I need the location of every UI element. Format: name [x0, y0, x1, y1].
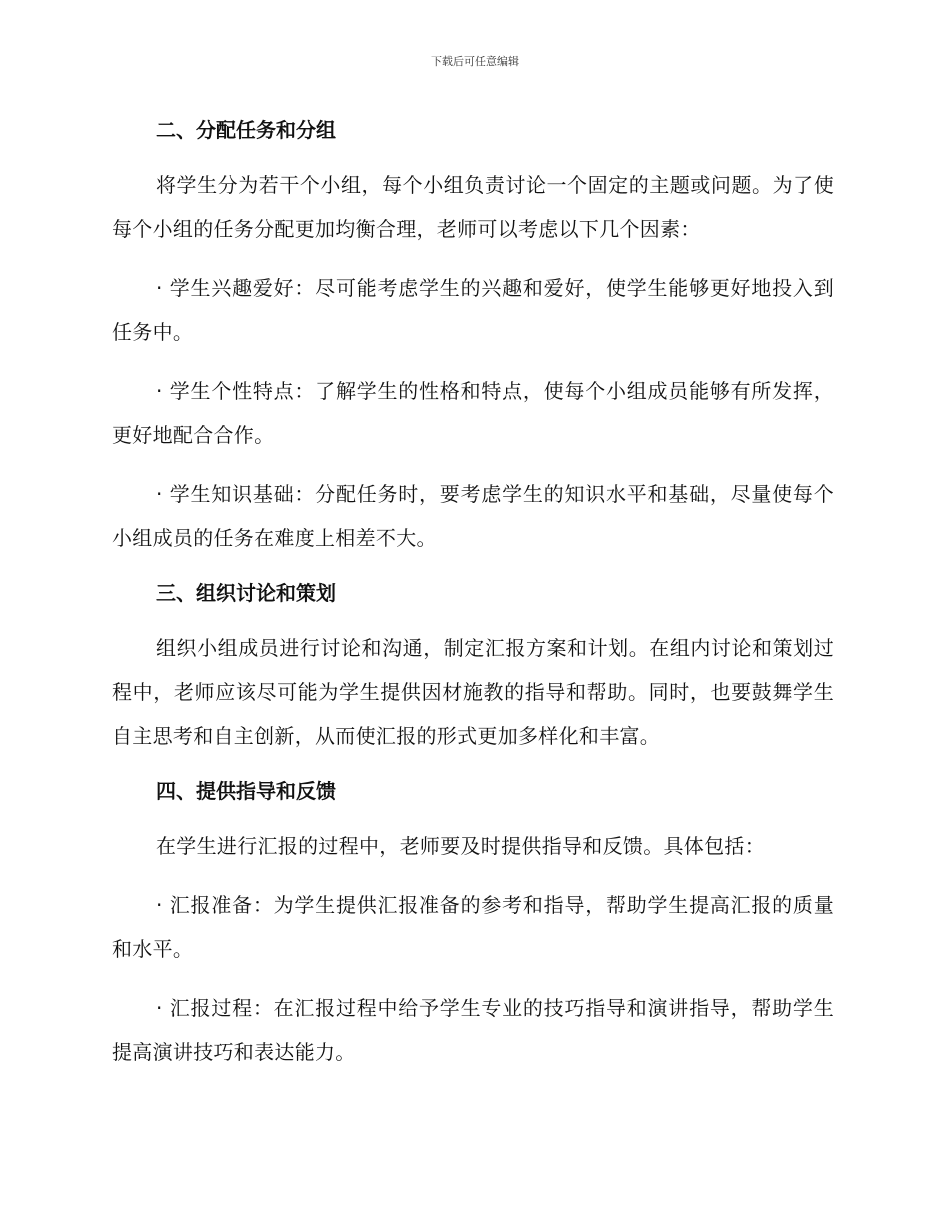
bullet-student-personality: · 学生个性特点：了解学生的性格和特点，使每个小组成员能够有所发挥，更好地配合合作。	[112, 379, 834, 447]
page-header: 下载后可任意编辑	[431, 55, 519, 68]
section-heading-guidance-feedback: 四、提供指导和反馈	[156, 779, 336, 803]
section-heading-discussion-planning: 三、组织讨论和策划	[156, 581, 336, 605]
paragraph-guidance-intro: 在学生进行汇报的过程中，老师要及时提供指导和反馈。具体包括：	[156, 834, 765, 858]
bullet-report-process: · 汇报过程：在汇报过程中给予学生专业的技巧指导和演讲指导，帮助学生提高演讲技巧和表达能力。	[112, 996, 834, 1064]
bullet-student-interests: · 学生兴趣爱好：尽可能考虑学生的兴趣和爱好，使学生能够更好地投入到任务中。	[112, 276, 834, 344]
section-heading-assign-tasks: 二、分配任务和分组	[156, 118, 336, 142]
paragraph-discussion-planning: 组织小组成员进行讨论和沟通，制定汇报方案和计划。在组内讨论和策划过程中，老师应该尽可能为学生提供因材施教的指导和帮助。同时，也要鼓舞学生自主思考和自主创新，从而使汇报的形式更加多样化和丰富。	[112, 636, 834, 748]
bullet-report-preparation: · 汇报准备：为学生提供汇报准备的参考和指导，帮助学生提高汇报的质量和水平。	[112, 893, 834, 961]
document-body	[112, 112, 834, 1089]
paragraph-grouping-intro: 将学生分为若干个小组，每个小组负责讨论一个固定的主题或问题。为了使每个小组的任务分配更加均衡合理，老师可以考虑以下几个因素：	[112, 173, 834, 241]
bullet-student-knowledge: · 学生知识基础：分配任务时，要考虑学生的知识水平和基础，尽量使每个小组成员的任务在难度上相差不大。	[112, 482, 834, 550]
